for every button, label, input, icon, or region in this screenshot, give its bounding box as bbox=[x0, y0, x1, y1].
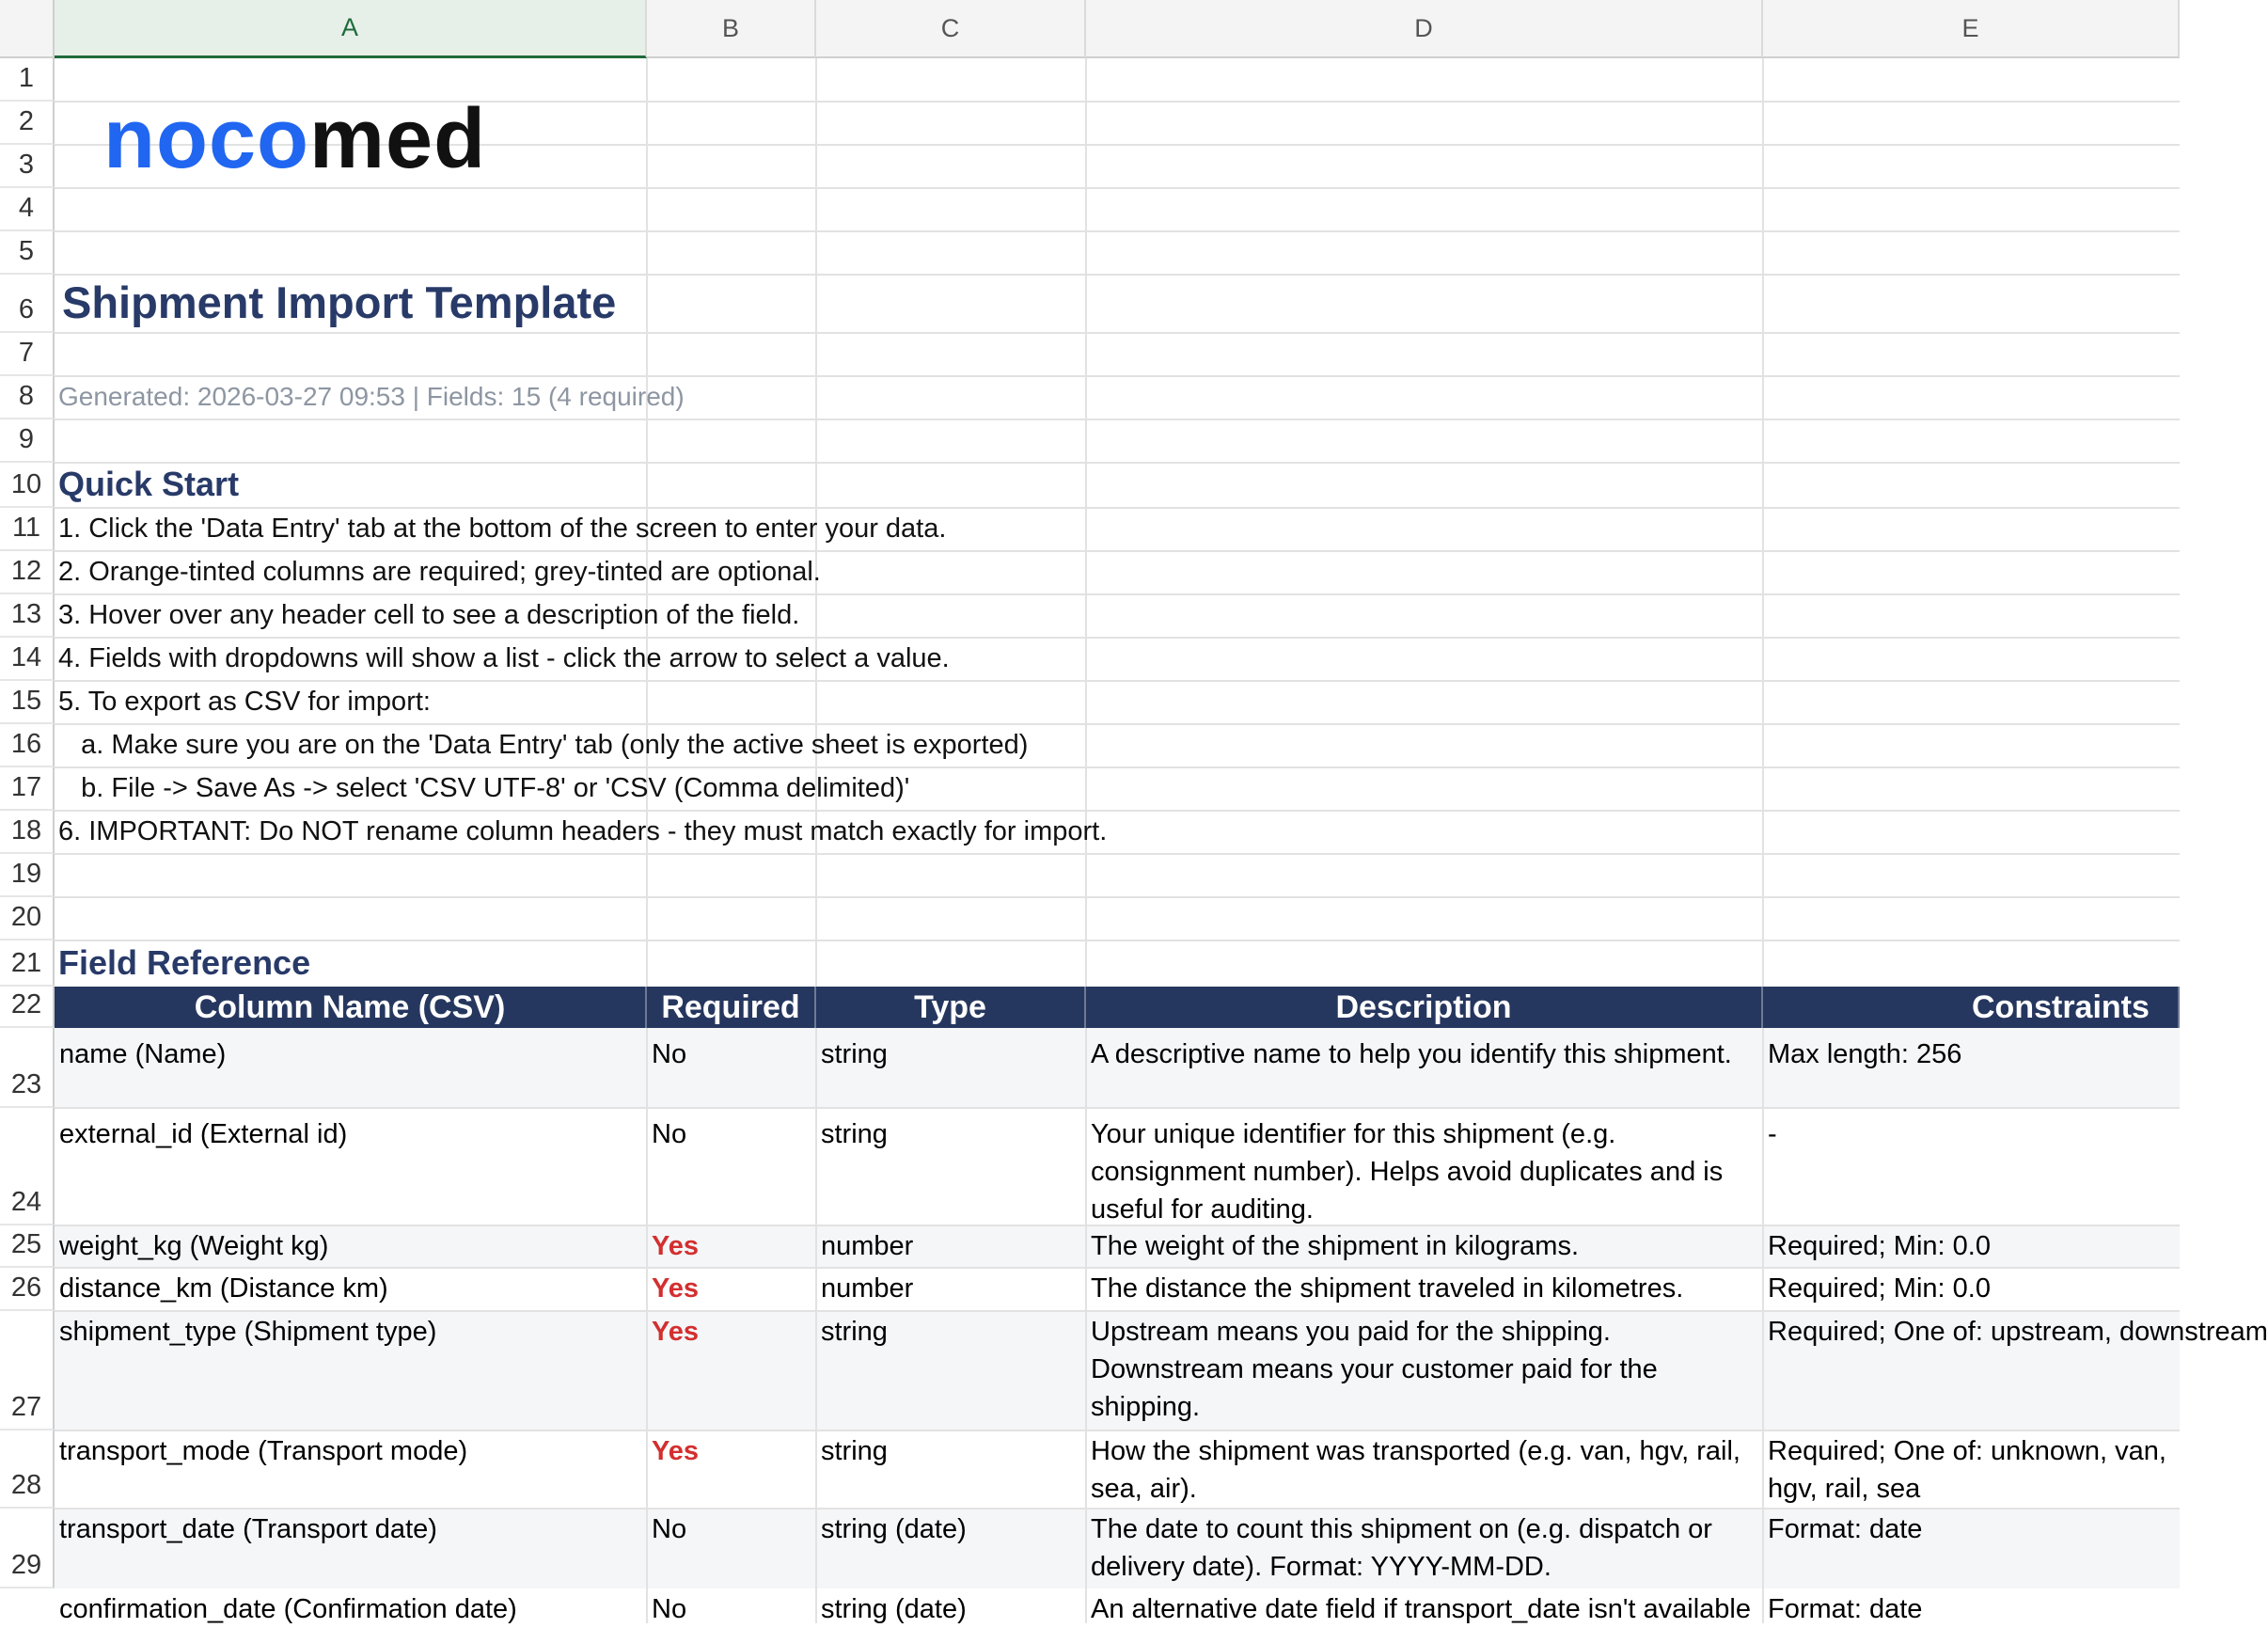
gridline bbox=[55, 723, 2180, 725]
row-header[interactable]: 29 bbox=[0, 1509, 55, 1588]
row-header[interactable]: 10 bbox=[0, 463, 55, 508]
nocomed-logo bbox=[103, 92, 486, 186]
quick-start-step: 5. To export as CSV for import: bbox=[58, 687, 431, 717]
gridline bbox=[55, 332, 2180, 334]
column-header-b[interactable]: B bbox=[647, 0, 816, 58]
row-header[interactable]: 23 bbox=[0, 1028, 55, 1108]
quick-start-step: 3. Hover over any header cell to see a description of the field. bbox=[58, 600, 800, 630]
column-header-e[interactable]: E bbox=[1763, 0, 2180, 58]
quick-start-step: b. File -> Save As -> select 'CSV UTF-8' or 'CSV (Comma delimited)' bbox=[58, 773, 910, 803]
row-header[interactable]: 15 bbox=[0, 681, 55, 724]
quick-start-step: 1. Click the 'Data Entry' tab at the bottom of the screen to enter your data. bbox=[58, 514, 947, 544]
cell-type[interactable]: string (date) bbox=[821, 1594, 967, 1624]
cell-type[interactable]: string bbox=[821, 1436, 888, 1466]
row-header[interactable]: 9 bbox=[0, 419, 55, 463]
cell-constraints[interactable]: Required; Min: 0.0 bbox=[1768, 1231, 1991, 1261]
row-header[interactable]: 21 bbox=[0, 940, 55, 987]
row-header[interactable]: 13 bbox=[0, 594, 55, 638]
row-header[interactable]: 11 bbox=[0, 508, 55, 551]
gridline bbox=[55, 507, 2180, 509]
gridline bbox=[55, 680, 2180, 682]
cell-required[interactable]: Yes bbox=[652, 1436, 699, 1466]
cell-constraints[interactable]: Required; One of: unknown, van, hgv, rail, sea bbox=[1768, 1436, 2166, 1504]
cell-description[interactable]: A descriptive name to help you identify this shipment. bbox=[1091, 1039, 1732, 1069]
cell-required[interactable]: No bbox=[652, 1039, 687, 1069]
cell-constraints[interactable]: Max length: 256 bbox=[1768, 1039, 1962, 1069]
row-header[interactable]: 7 bbox=[0, 333, 55, 376]
gridline bbox=[55, 462, 2180, 464]
gridline bbox=[55, 419, 2180, 420]
gridline bbox=[55, 230, 2180, 232]
gridline bbox=[55, 593, 2180, 595]
cell-field-name[interactable]: weight_kg (Weight kg) bbox=[59, 1231, 329, 1261]
cell-type[interactable]: string bbox=[821, 1039, 888, 1069]
column-header-a[interactable]: A bbox=[55, 0, 647, 58]
row-header[interactable]: 27 bbox=[0, 1311, 55, 1430]
row-header[interactable]: 4 bbox=[0, 188, 55, 231]
row-header[interactable]: 8 bbox=[0, 376, 55, 419]
gridline bbox=[55, 767, 2180, 768]
cell-constraints[interactable]: - bbox=[1768, 1119, 1777, 1149]
cell-type[interactable]: number bbox=[821, 1231, 914, 1261]
row-header[interactable]: 2 bbox=[0, 102, 55, 145]
logo-part-noco: noco bbox=[103, 92, 309, 186]
row-header[interactable]: 24 bbox=[0, 1108, 55, 1225]
row-header[interactable]: 12 bbox=[0, 551, 55, 594]
cell-field-name[interactable]: name (Name) bbox=[59, 1039, 227, 1069]
row-header[interactable]: 26 bbox=[0, 1268, 55, 1311]
logo-part-med: med bbox=[308, 92, 487, 186]
cell-type[interactable]: string bbox=[821, 1119, 888, 1149]
cell-required[interactable]: Yes bbox=[652, 1273, 699, 1304]
cell-required[interactable]: Yes bbox=[652, 1317, 699, 1347]
quick-start-step: a. Make sure you are on the 'Data Entry' tab (only the active sheet is exported) bbox=[58, 730, 1029, 760]
quick-start-heading: Quick Start bbox=[58, 465, 240, 503]
cell-description[interactable]: The distance the shipment traveled in kilometres. bbox=[1091, 1273, 1684, 1304]
row-header[interactable]: 3 bbox=[0, 145, 55, 188]
cell-field-name[interactable]: external_id (External id) bbox=[59, 1119, 348, 1149]
gridline bbox=[55, 940, 2180, 941]
cell-description[interactable]: Your unique identifier for this shipment (e.g. consignment number). Helps avoid duplicates and is useful for auditing. bbox=[1091, 1119, 1724, 1225]
header-description[interactable]: Description bbox=[1086, 987, 1763, 1028]
gridline bbox=[55, 274, 2180, 276]
cell-field-name[interactable]: distance_km (Distance km) bbox=[59, 1273, 388, 1304]
field-reference-heading: Field Reference bbox=[58, 943, 311, 982]
cell-field-name[interactable]: shipment_type (Shipment type) bbox=[59, 1317, 437, 1347]
row-header[interactable]: 14 bbox=[0, 638, 55, 681]
cell-field-name[interactable]: transport_mode (Transport mode) bbox=[59, 1436, 468, 1466]
cell-type[interactable]: string (date) bbox=[821, 1514, 967, 1544]
generated-meta: Generated: 2026-03-27 09:53 | Fields: 15 (4 required) bbox=[58, 382, 685, 411]
cell-description[interactable]: The weight of the shipment in kilograms. bbox=[1091, 1231, 1580, 1261]
cell-description[interactable]: The date to count this shipment on (e.g. dispatch or delivery date). Format: YYYY-MM-DD. bbox=[1091, 1514, 1712, 1582]
cell-constraints[interactable]: Required; Min: 0.0 bbox=[1768, 1273, 1991, 1304]
row-header[interactable]: 28 bbox=[0, 1430, 55, 1509]
cell-required[interactable]: Yes bbox=[652, 1231, 699, 1261]
header-constraints[interactable]: Constraints bbox=[1763, 987, 2180, 1028]
header-required[interactable]: Required bbox=[647, 987, 816, 1028]
row-header[interactable]: 19 bbox=[0, 854, 55, 897]
gridline bbox=[55, 810, 2180, 812]
quick-start-step: 6. IMPORTANT: Do NOT rename column headers - they must match exactly for import. bbox=[58, 816, 1108, 846]
row-header[interactable]: 16 bbox=[0, 724, 55, 767]
cell-required[interactable]: No bbox=[652, 1119, 687, 1149]
cell-required[interactable]: No bbox=[652, 1594, 687, 1624]
cell-field-name[interactable]: confirmation_date (Confirmation date) bbox=[59, 1594, 517, 1624]
quick-start-step: 4. Fields with dropdowns will show a list - click the arrow to select a value. bbox=[58, 643, 950, 673]
row-header[interactable]: 6 bbox=[0, 275, 55, 333]
page-title: Shipment Import Template bbox=[62, 277, 617, 327]
gridline bbox=[55, 896, 2180, 898]
column-header-d[interactable]: D bbox=[1086, 0, 1763, 58]
row-header[interactable]: 20 bbox=[0, 897, 55, 940]
gridline bbox=[55, 637, 2180, 639]
cell-required[interactable]: No bbox=[652, 1514, 687, 1544]
cell-field-name[interactable]: transport_date (Transport date) bbox=[59, 1514, 437, 1544]
cell-type[interactable]: number bbox=[821, 1273, 914, 1304]
row-header[interactable]: 17 bbox=[0, 767, 55, 811]
row-header[interactable]: 18 bbox=[0, 811, 55, 854]
gridline bbox=[55, 853, 2180, 855]
cell-constraints[interactable]: Format: date bbox=[1768, 1594, 1923, 1624]
cell-type[interactable]: string bbox=[821, 1317, 888, 1347]
row-header[interactable]: 22 bbox=[0, 987, 55, 1028]
row-header[interactable]: 5 bbox=[0, 231, 55, 275]
cell-constraints[interactable]: Format: date bbox=[1768, 1514, 1923, 1544]
row-header[interactable]: 25 bbox=[0, 1225, 55, 1268]
cell-description[interactable]: An alternative date field if transport_date isn't available bbox=[1091, 1594, 1751, 1624]
header-column-name[interactable]: Column Name (CSV) bbox=[55, 987, 647, 1028]
gridline bbox=[55, 550, 2180, 552]
gridline bbox=[55, 187, 2180, 189]
cell-description[interactable]: Upstream means you paid for the shipping. Downstream means your customer paid for the shipping. bbox=[1091, 1317, 1658, 1422]
header-type[interactable]: Type bbox=[816, 987, 1086, 1028]
select-all-corner[interactable] bbox=[0, 0, 55, 58]
gridline bbox=[55, 375, 2180, 377]
row-header[interactable]: 1 bbox=[0, 58, 55, 102]
quick-start-step: 2. Orange-tinted columns are required; grey-tinted are optional. bbox=[58, 557, 821, 587]
cell-description[interactable]: How the shipment was transported (e.g. van, hgv, rail, sea, air). bbox=[1091, 1436, 1740, 1504]
column-header-c[interactable]: C bbox=[816, 0, 1086, 58]
cell-constraints[interactable]: Required; One of: upstream, downstream bbox=[1768, 1317, 2268, 1347]
